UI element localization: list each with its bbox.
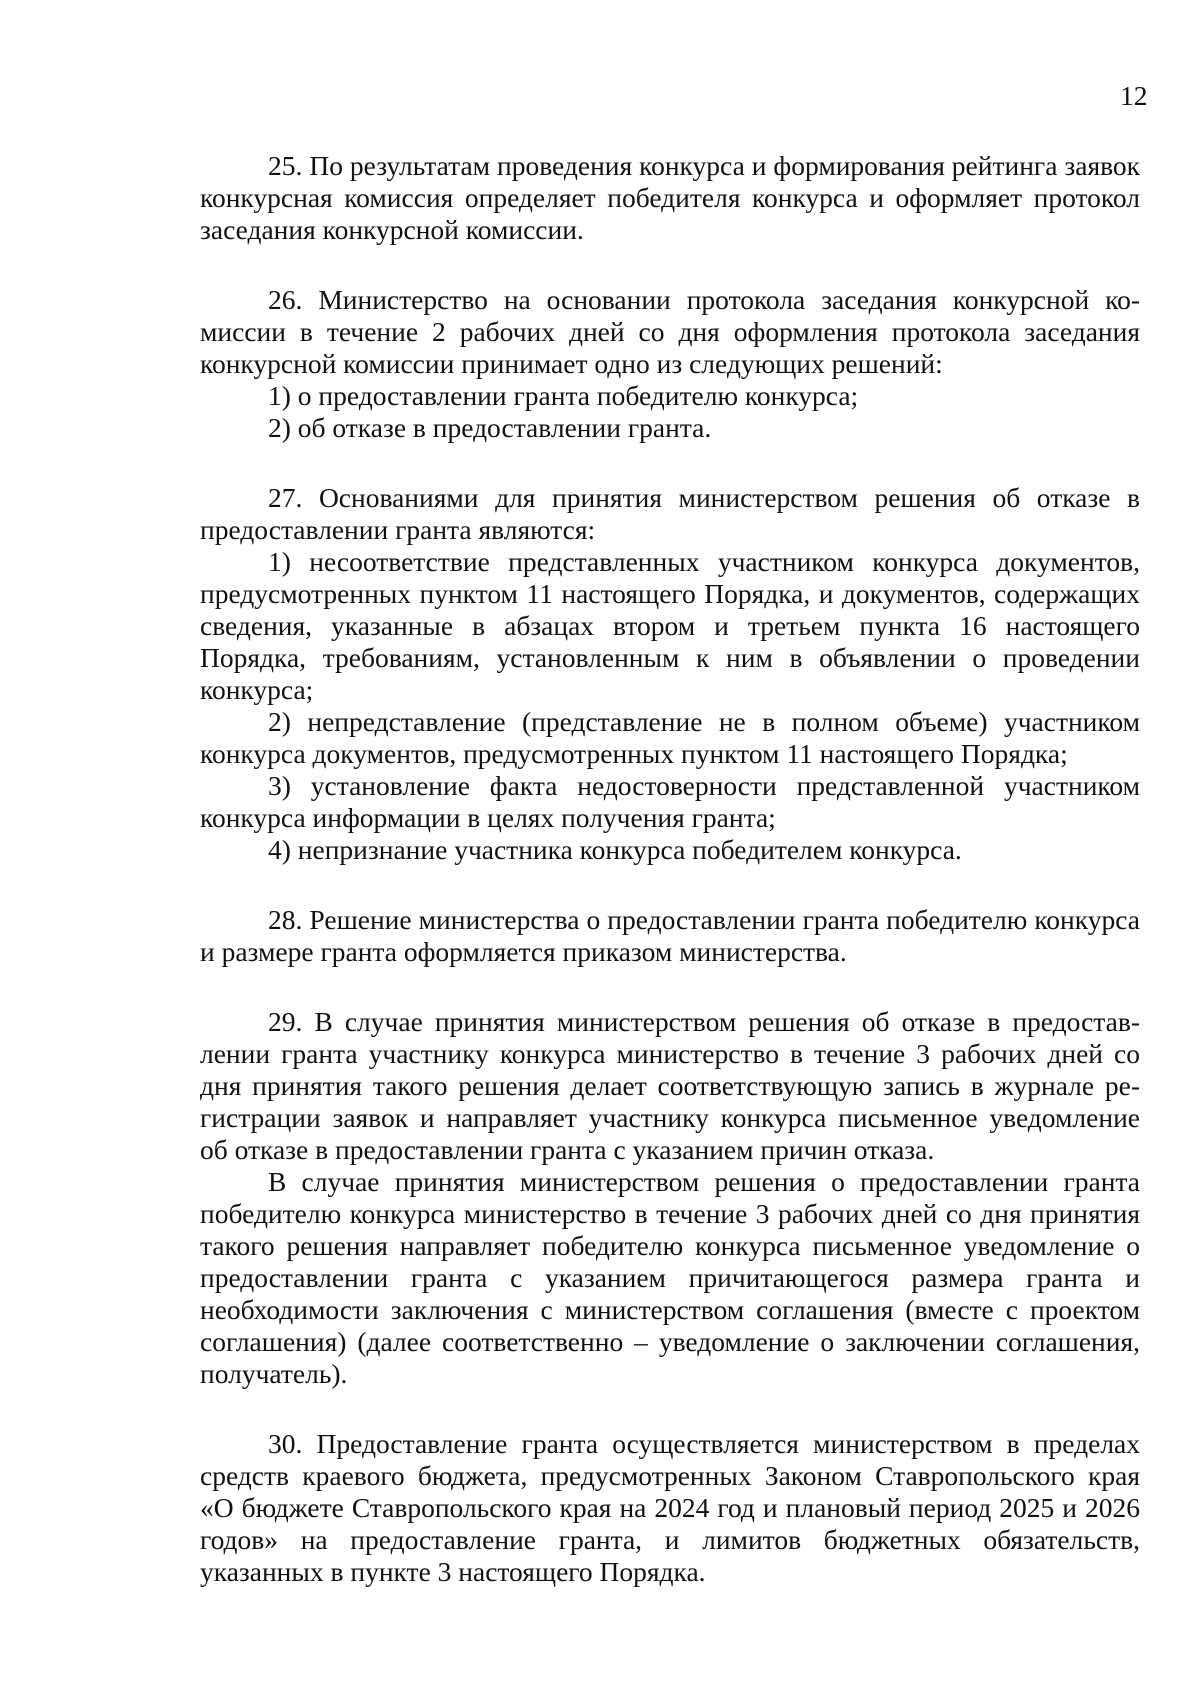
list-item: 1) несоответствие представленных участником конкурса документов, предусмотренных пунктом 11 настоящего Порядка, и документов, содержащих сведения, указанные в абзацах втором и третьем пункта 16 настоящего Порядка, требованиям, установленным к ним в объявлении о проведении конкурса; <box>200 546 1140 705</box>
paragraph: 26. Министерство на основании протокола заседания конкурсной комиссии в течение 2 рабочих дней со дня оформления протокола заседания конкурсной комиссии принимает одно из следующих решений: <box>200 284 1140 379</box>
clause-30 <box>200 1428 1140 1588</box>
list-item: 3) установление факта недостоверности представленной участником конкурса информации в целях получения гранта; <box>200 770 1140 833</box>
page-number: 12 <box>1120 80 1148 111</box>
clause-28 <box>200 904 1140 968</box>
clause-29 <box>200 1006 1140 1390</box>
paragraph: 29. В случае принятия министерством решения об отказе в предоставлении гранта участнику конкурса министерство в течение 3 рабочих дней со дня принятия такого решения делает соответствующую запись в журнале регистрации заявок и направляет участнику конкурса письменное уведомление об отказе в предоставлении гранта с указанием причин отказа. <box>200 1006 1140 1165</box>
paragraph: В случае принятия министерством решения о предоставлении гранта победителю конкурса министерство в течение 3 рабочих дней со дня принятия такого решения направляет победителю конкурса письменное уведомление о предоставлении гранта с указанием причитающегося размера гранта и необходимости заключения с министерством соглашения (вместе с проектом соглашения) (далее соответственно – уведомление о заключении соглашения, получатель). <box>200 1166 1140 1389</box>
clause-25 <box>200 150 1140 246</box>
clause-27 <box>200 482 1140 866</box>
paragraph: 28. Решение министерства о предоставлении гранта победителю конкурса и размере гранта оформляется приказом министерства. <box>200 904 1140 967</box>
list-item: 1) о предоставлении гранта победителю конкурса; <box>268 380 859 411</box>
paragraph: 30. Предоставление гранта осуществляется министерством в пределах средств краевого бюджета, предусмотренных Законом Ставропольского края «О бюджете Ставропольского края на 2024 год и плановый период 2025 и 2026 годов» на предоставление гранта, и лимитов бюджетных обязательств, указанных в пункте 3 настоящего Порядка. <box>200 1428 1140 1587</box>
list-item: 2) непредставление (представление не в полном объеме) участником конкурса документов, предусмотренных пунктом 11 настоящего Порядка; <box>200 706 1140 769</box>
clause-26 <box>200 284 1140 444</box>
document-body <box>200 150 1140 1626</box>
list-item: 4) непризнание участника конкурса победителем конкурса. <box>268 834 962 865</box>
list-item: 2) об отказе в предоставлении гранта. <box>268 412 712 443</box>
paragraph: 27. Основаниями для принятия министерством решения об отказе в предоставлении гранта являются: <box>200 482 1140 545</box>
paragraph: 25. По результатам проведения конкурса и формирования рейтинга заявок конкурсная комиссия определяет победителя конкурса и оформляет протокол заседания конкурсной комиссии. <box>200 150 1140 245</box>
